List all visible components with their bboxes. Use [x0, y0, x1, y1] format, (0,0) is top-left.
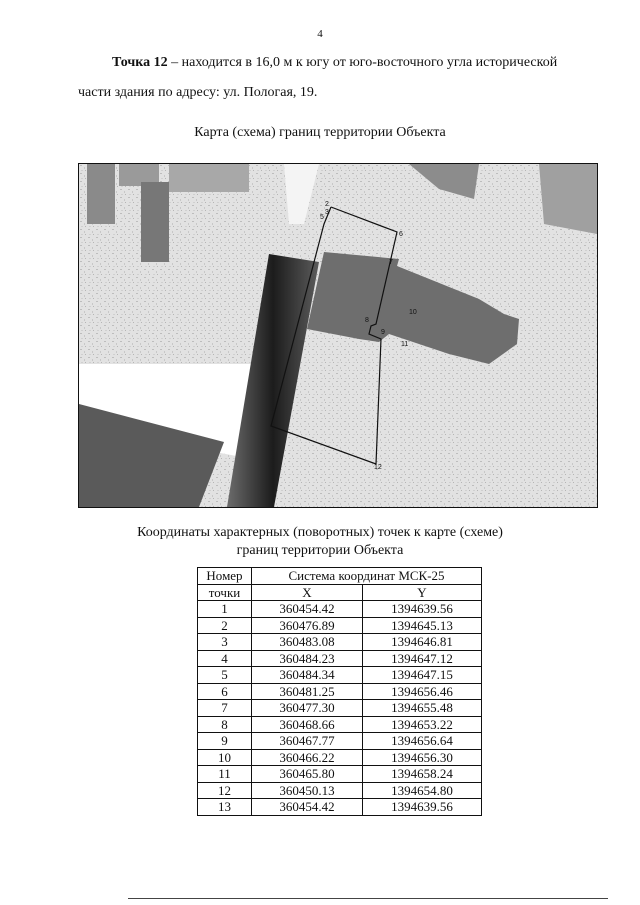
- point-number-cell: 4: [198, 650, 252, 667]
- point-number-cell: 2: [198, 617, 252, 634]
- x-cell: 360465.80: [252, 766, 363, 783]
- map-label-6: 6: [399, 231, 403, 238]
- map-label-5: 5: [320, 214, 324, 221]
- header-system: Система координат МСК-25: [252, 568, 482, 585]
- table-row: [198, 667, 482, 684]
- table-row: [198, 733, 482, 750]
- coordinates-table: [197, 567, 482, 816]
- x-cell: 360454.42: [252, 799, 363, 816]
- table-row: [198, 749, 482, 766]
- point-number-cell: 8: [198, 716, 252, 733]
- map-label-12: 12: [374, 464, 382, 471]
- table-title-line2: границ территории Объекта: [236, 543, 404, 558]
- y-cell: 1394639.56: [363, 799, 482, 816]
- point-description-line1: – находится в 16,0 м к югу от юго-восточного угла исторической: [167, 55, 558, 70]
- map-title: Карта (схема) границ территории Объекта: [194, 125, 446, 140]
- map-label-8: 8: [365, 317, 369, 324]
- point-number-cell: 7: [198, 700, 252, 717]
- x-cell: 360467.77: [252, 733, 363, 750]
- x-cell: 360466.22: [252, 749, 363, 766]
- footer-line: [128, 898, 608, 899]
- header-number: Номер: [198, 568, 252, 585]
- y-cell: 1394656.30: [363, 749, 482, 766]
- y-cell: 1394639.56: [363, 601, 482, 618]
- point-number-cell: 6: [198, 683, 252, 700]
- header-y: Y: [363, 584, 482, 601]
- map-label-3: 3: [325, 209, 329, 216]
- table-title-line1: Координаты характерных (поворотных) точек к карте (схеме): [137, 525, 503, 540]
- x-cell: 360450.13: [252, 782, 363, 799]
- building-top-left: [87, 164, 115, 224]
- x-cell: 360468.66: [252, 716, 363, 733]
- table-row: [198, 650, 482, 667]
- y-cell: 1394656.46: [363, 683, 482, 700]
- point-description: [78, 50, 603, 76]
- y-cell: 1394647.15: [363, 667, 482, 684]
- x-cell: 360454.42: [252, 601, 363, 618]
- map-svg: [79, 164, 597, 507]
- table-row: [198, 634, 482, 651]
- header-number-2: точки: [198, 584, 252, 601]
- x-cell: 360484.23: [252, 650, 363, 667]
- point-number-cell: 13: [198, 799, 252, 816]
- header-x: X: [252, 584, 363, 601]
- point-number-cell: 9: [198, 733, 252, 750]
- y-cell: 1394646.81: [363, 634, 482, 651]
- y-cell: 1394658.24: [363, 766, 482, 783]
- map-label-11: 11: [401, 341, 409, 348]
- y-cell: 1394654.80: [363, 782, 482, 799]
- x-cell: 360483.08: [252, 634, 363, 651]
- map-label-2: 2: [325, 201, 329, 208]
- table-row: [198, 601, 482, 618]
- y-cell: 1394656.64: [363, 733, 482, 750]
- table-title: [0, 524, 640, 560]
- x-cell: 360484.34: [252, 667, 363, 684]
- table-row: [198, 683, 482, 700]
- map-label-10: 10: [409, 309, 417, 316]
- x-cell: 360476.89: [252, 617, 363, 634]
- y-cell: 1394647.12: [363, 650, 482, 667]
- point-number-cell: 3: [198, 634, 252, 651]
- map-label-9: 9: [381, 329, 385, 336]
- table-row: [198, 799, 482, 816]
- point-number-cell: 1: [198, 601, 252, 618]
- point-description-line2: части здания по адресу: ул. Пологая, 19.: [78, 85, 318, 100]
- y-cell: 1394645.13: [363, 617, 482, 634]
- table-row: [198, 617, 482, 634]
- y-cell: 1394653.22: [363, 716, 482, 733]
- table-row: [198, 700, 482, 717]
- map-label-7: 7: [389, 259, 393, 266]
- point-number-cell: 12: [198, 782, 252, 799]
- page-number: 4: [317, 28, 323, 40]
- table-row: [198, 716, 482, 733]
- point-number-cell: 10: [198, 749, 252, 766]
- point-number-cell: 11: [198, 766, 252, 783]
- point-number-cell: 5: [198, 667, 252, 684]
- building-left: [141, 182, 169, 262]
- table-row: [198, 782, 482, 799]
- building-top-mid: [169, 164, 249, 192]
- x-cell: 360481.25: [252, 683, 363, 700]
- x-cell: 360477.30: [252, 700, 363, 717]
- table-row: [198, 766, 482, 783]
- point-label: Точка 12: [112, 55, 168, 70]
- boundary-map: [78, 163, 598, 508]
- coordinates-body: [198, 601, 482, 816]
- y-cell: 1394655.48: [363, 700, 482, 717]
- building-right: [539, 164, 597, 234]
